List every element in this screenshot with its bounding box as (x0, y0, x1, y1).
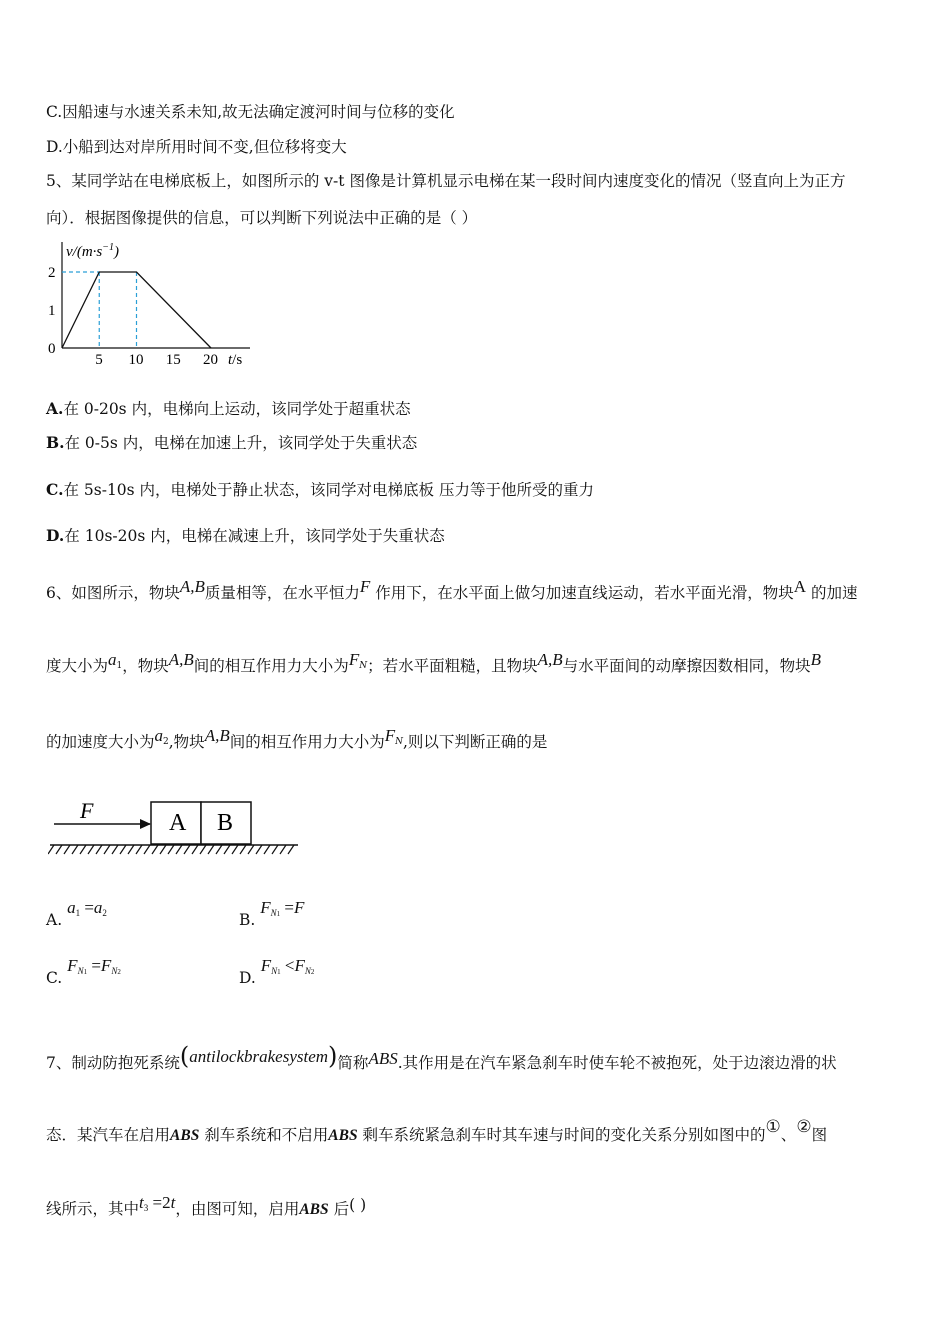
vt-chart (40, 236, 270, 376)
x-tick-label: 20 (203, 352, 218, 368)
y-tick-label: 2 (48, 265, 56, 281)
q6-option-d: D. $F_{N1} <F_{N2}$ (239, 956, 315, 987)
curve-2-marker: ② (796, 1117, 812, 1137)
q5-option-c: C.在 5s-10s 内，电梯处于静止状态，该同学对电梯底板 压力等于他所受的重力 (46, 480, 594, 499)
q7-stem-line3: 线所示，其中$t_3 =2t$，由图可知，启用ABS 后( ) (46, 1193, 367, 1218)
block-a-label: A (169, 810, 187, 836)
q5-option-d: D.在 10s-20s 内，电梯在减速上升，该同学处于失重状态 (46, 526, 445, 545)
y-tick-label: 0 (48, 341, 56, 357)
q5-option-a: A.在 0-20s 内，电梯向上运动，该同学处于超重状态 (46, 399, 411, 418)
ground-hatching (48, 845, 294, 854)
q6-option-a: A. $a_1 =a_2$ (46, 898, 107, 929)
q6-stem-line2: 度大小为$a_1$，物块A,B间的相互作用力大小为$F_N$；若水平面粗糙，且物块A,B与水平面间的动摩擦因数相同，物块B (46, 650, 822, 675)
block-b-label: B (217, 810, 234, 836)
q7-stem-line1: 7、制动防抱死系统(antilockbrakesystem)简称ABS.其作用是在汽车紧急刹车时使车轮不被抱死，处于边滚边滑的状 (46, 1042, 837, 1072)
curve-1-marker: ① (765, 1117, 781, 1137)
q5-stem-line2: 向）．根据图像提供的信息，可以判断下列说法中正确的是（ ） (46, 209, 478, 227)
x-tick-label: 5 (95, 352, 103, 368)
q6-stem-line3: 的加速度大小为$a_2$,物块A,B间的相互作用力大小为$F_N$,则以下判断正确的是 (46, 726, 548, 751)
blocks-figure (48, 792, 308, 862)
q6-stem-line1: 6、如图所示，物块A,B质量相等，在水平恒力F 作用下，在水平面上做匀加速直线运动，若水平面光滑，物块A 的加速 (46, 577, 858, 602)
q4-option-d: D.小船到达对岸所用时间不变,但位移将变大 (46, 138, 347, 156)
x-tick-label: 10 (128, 352, 144, 368)
y-axis-label: $v/(m\cdot s^{-1})$ (66, 242, 119, 260)
q4-option-c: C.因船速与水速关系未知,故无法确定渡河时间与位移的变化 (46, 103, 455, 121)
x-tick-label: 15 (165, 352, 181, 368)
q5-stem-line1: 5、某同学站在电梯底板上，如图所示的 v-t 图像是计算机显示电梯在某一段时间内速度变化的情况（竖直向上为正方 (46, 172, 846, 190)
x-axis-label: t/s (228, 352, 243, 368)
q6-option-b: B. $F_{N1} =F$ (239, 898, 305, 929)
q5-option-b: B.在 0-5s 内，电梯在加速上升，该同学处于失重状态 (46, 433, 418, 452)
force-label: F (80, 798, 94, 823)
q7-stem-line2: 态．某汽车在启用ABS 刹车系统和不启用ABS 剩车系统紧急刹车时其车速与时间的变化关系分别如图中的①、②图 (46, 1117, 828, 1144)
y-tick-label: 1 (48, 303, 56, 319)
q6-option-c: C. $F_{N1} =F_{N2}$ (46, 956, 121, 987)
